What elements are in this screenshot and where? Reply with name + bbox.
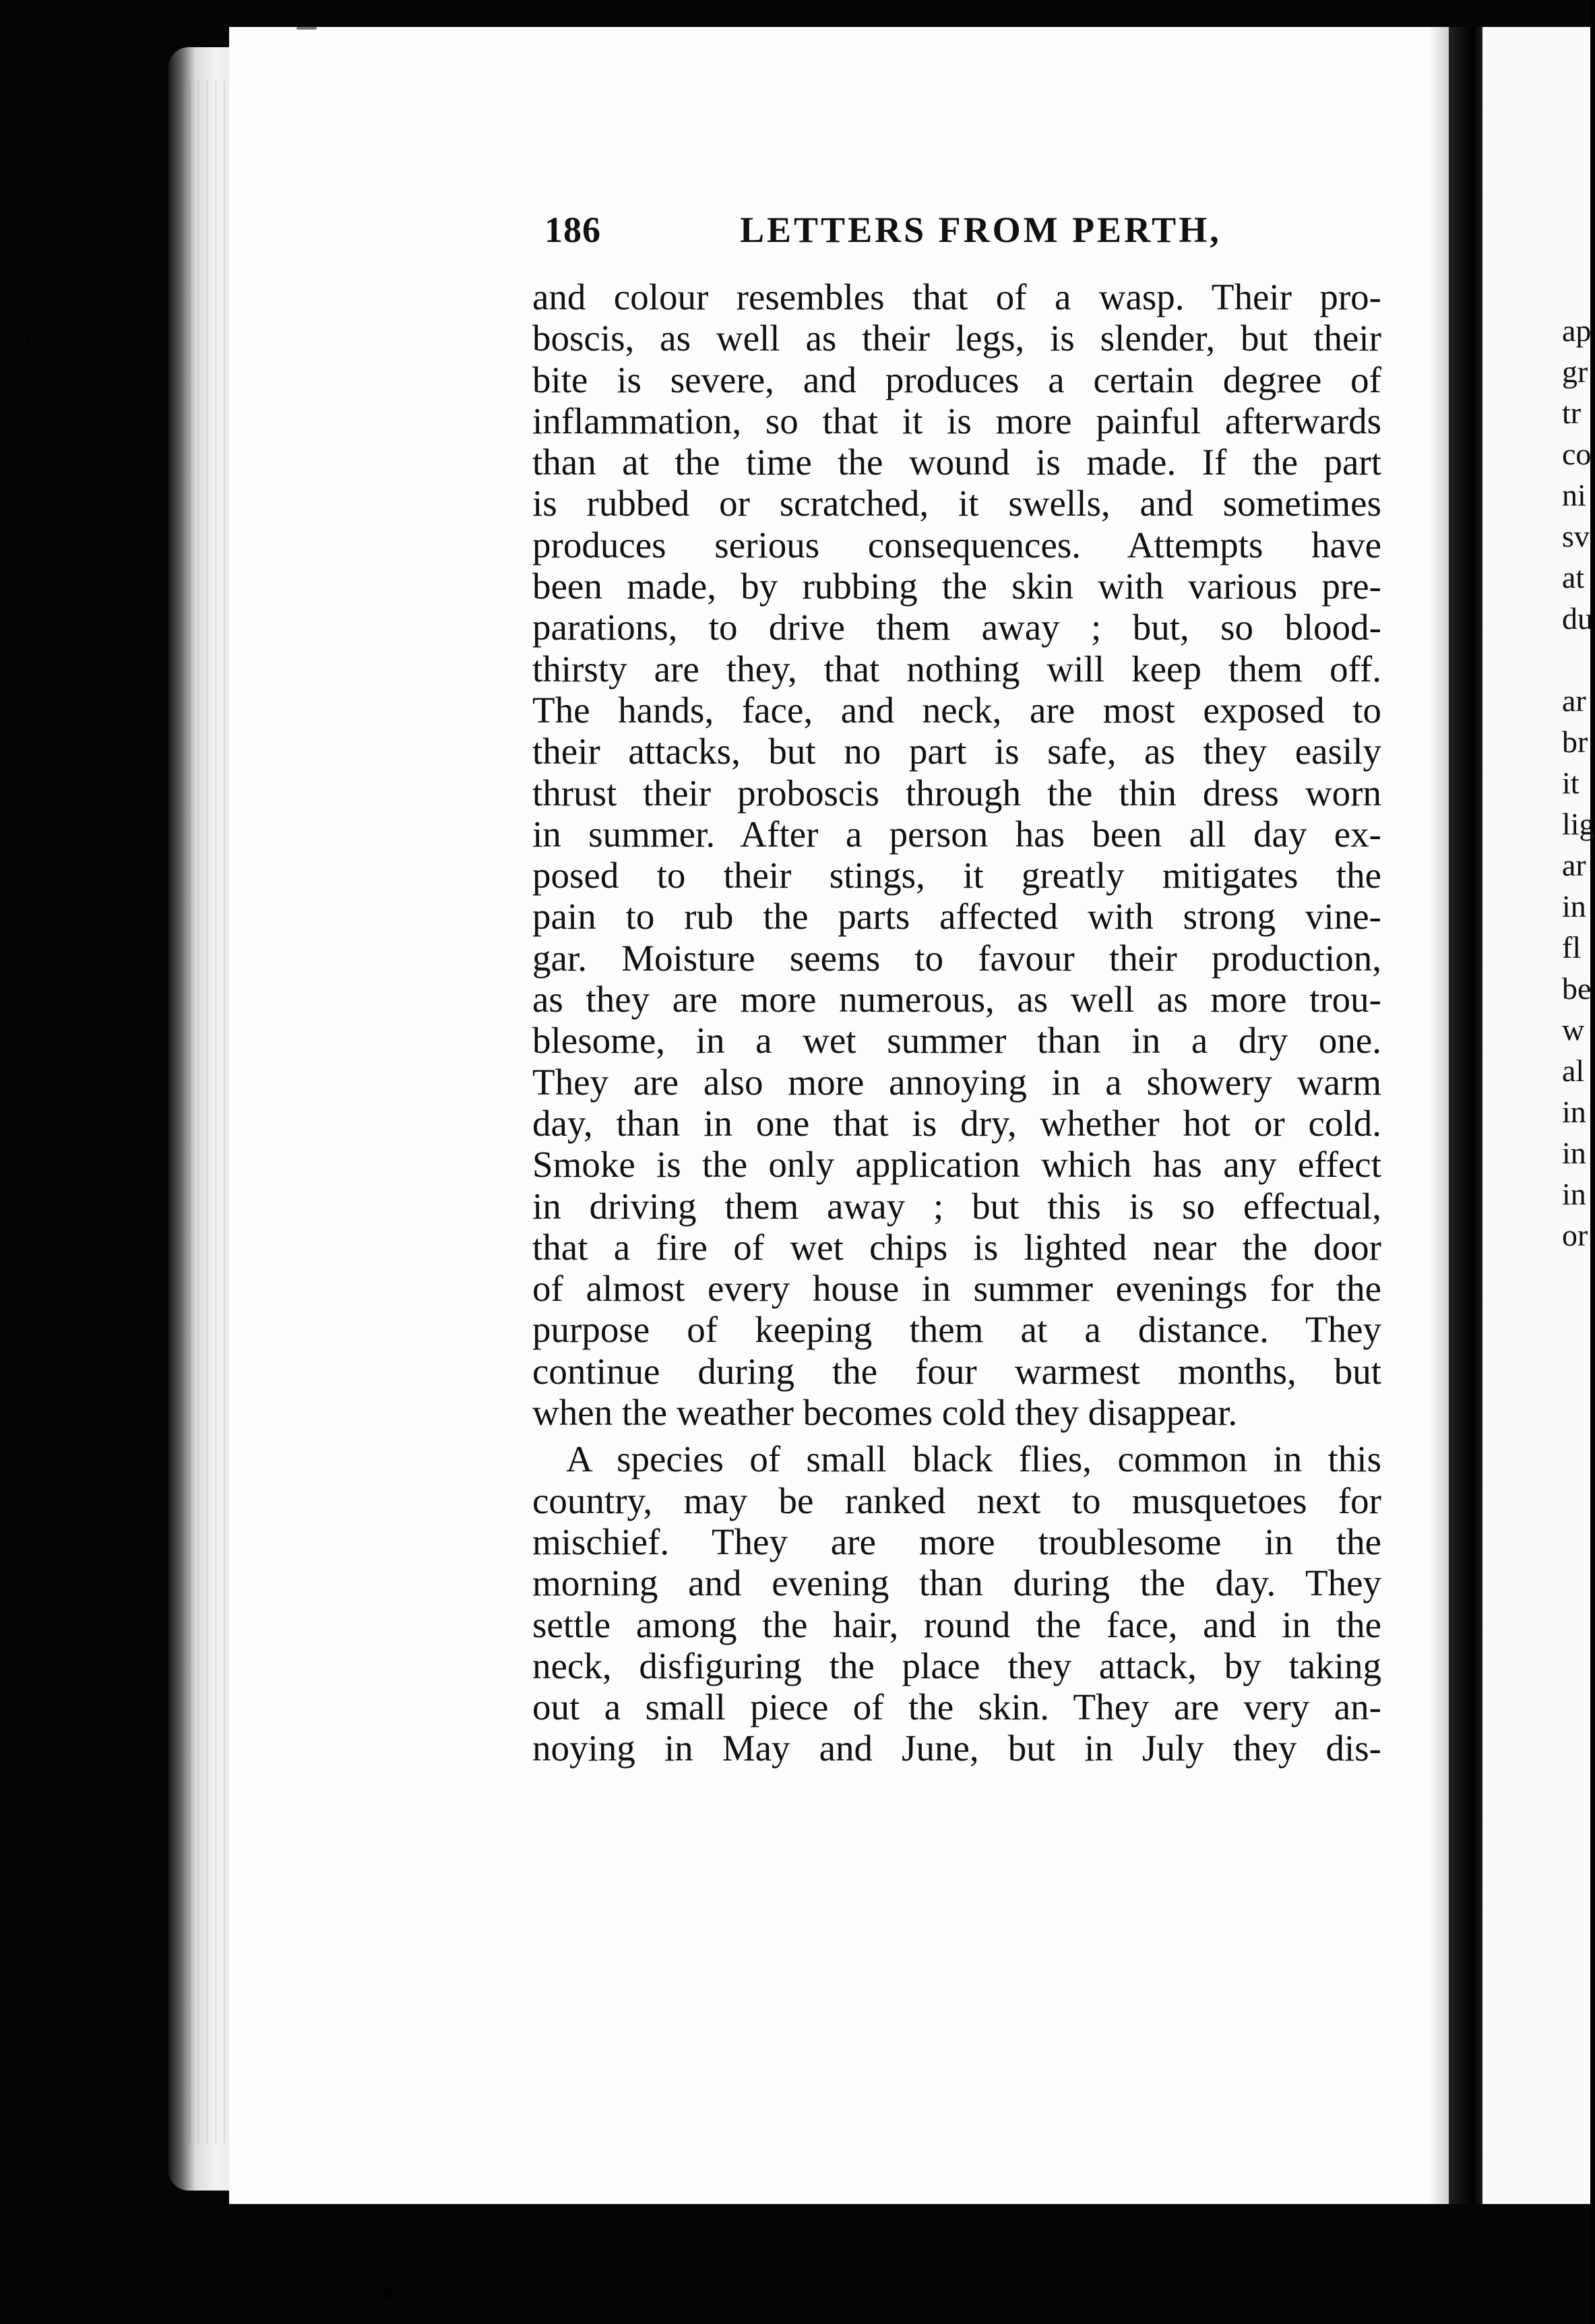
facing-line: ni	[1562, 478, 1586, 512]
running-head: LETTERS FROM PERTH,	[740, 210, 1222, 250]
text-line: continue during the four warmest months, but	[532, 1350, 1381, 1392]
text-line: of almost every house in summer evenings for the	[532, 1268, 1381, 1310]
text-line: neck, disfiguring the place they attack, by taking	[532, 1645, 1381, 1686]
text-line: is rubbed or scratched, it swells, and sometimes	[532, 483, 1381, 524]
facing-line: in	[1562, 1095, 1586, 1129]
text-line: parations, to drive them away ; but, so blood-	[532, 607, 1381, 648]
text-line: produces serious consequences. Attempts have	[532, 524, 1381, 565]
facing-line: it	[1562, 766, 1580, 800]
text-line: settle among the hair, round the face, and in the	[532, 1603, 1381, 1645]
facing-line: or	[1562, 1218, 1588, 1252]
body-text	[532, 276, 1381, 1769]
scan-speck	[296, 27, 317, 30]
page-header	[544, 209, 1394, 263]
text-line: country, may be ranked next to musquetoes for	[532, 1479, 1381, 1521]
text-line: A species of small black flies, common in this	[566, 1438, 1381, 1480]
facing-line: fl	[1562, 930, 1582, 965]
facing-line: al	[1562, 1053, 1585, 1088]
scan-speck	[27, 337, 31, 341]
text-line: bite is severe, and produces a certain degree of	[532, 359, 1381, 400]
text-line: out a small piece of the skin. They are very an-	[532, 1686, 1381, 1728]
page-number: 186	[544, 210, 601, 250]
text-line: when the weather becomes cold they disappear.	[532, 1392, 1238, 1434]
text-line: thrust their proboscis through the thin dress worn	[532, 772, 1381, 814]
facing-line: ar	[1562, 683, 1586, 718]
text-line: and colour resembles that of a wasp. Their pro-	[532, 276, 1381, 317]
text-line: in summer. After a person has been all day ex-	[532, 813, 1381, 855]
facing-line: br	[1562, 725, 1588, 759]
scan-speck	[384, 2288, 392, 2299]
text-line: that a fire of wet chips is lighted near the door	[532, 1226, 1381, 1268]
text-line: pain to rub the parts affected with strong vine-	[532, 896, 1381, 938]
text-line: been made, by rubbing the skin with various pre-	[532, 565, 1381, 607]
facing-line: lig	[1562, 807, 1595, 841]
text-line: morning and evening than during the day. They	[532, 1562, 1381, 1604]
text-line: The hands, face, and neck, are most exposed to	[532, 689, 1381, 731]
facing-line: gr	[1562, 355, 1588, 389]
facing-line: du	[1562, 601, 1593, 636]
text-line: thirsty are they, that nothing will keep them off.	[532, 648, 1381, 690]
facing-line: co	[1562, 437, 1592, 471]
facing-line: tr	[1562, 396, 1582, 430]
text-line: as they are more numerous, as well as more trou-	[532, 979, 1381, 1020]
facing-line: ap	[1562, 313, 1592, 348]
facing-line: in	[1562, 1136, 1586, 1170]
text-line: day, than in one that is dry, whether hot or cold.	[532, 1102, 1381, 1144]
text-line: Smoke is the only application which has any effect	[532, 1144, 1381, 1186]
facing-line: be	[1562, 971, 1592, 1006]
text-line: their attacks, but no part is safe, as they easily	[532, 731, 1381, 772]
text-line: mischief. They are more troublesome in the	[532, 1521, 1381, 1562]
facing-page-text	[1562, 310, 1595, 1256]
facing-line: ar	[1562, 848, 1586, 882]
facing-line: in	[1562, 889, 1586, 923]
text-line: inflammation, so that it is more painful afterwards	[532, 400, 1381, 441]
text-line: They are also more annoying in a showery warm	[532, 1061, 1381, 1103]
facing-line: at	[1562, 560, 1585, 594]
text-line: posed to their stings, it greatly mitigates the	[532, 855, 1381, 896]
text-line: purpose of keeping them at a distance. They	[532, 1309, 1381, 1351]
text-line: boscis, as well as their legs, is slender, but their	[532, 317, 1381, 359]
text-line: than at the time the wound is made. If the part	[532, 441, 1381, 483]
text-line: noying in May and June, but in July they dis-	[532, 1727, 1381, 1769]
facing-line: in	[1562, 1177, 1586, 1211]
facing-line: w	[1562, 1012, 1585, 1047]
text-line: blesome, in a wet summer than in a dry one.	[532, 1020, 1381, 1062]
facing-line: sv	[1562, 519, 1590, 553]
text-line: gar. Moisture seems to favour their production,	[532, 937, 1381, 979]
text-line: in driving them away ; but this is so effectual,	[532, 1185, 1381, 1227]
